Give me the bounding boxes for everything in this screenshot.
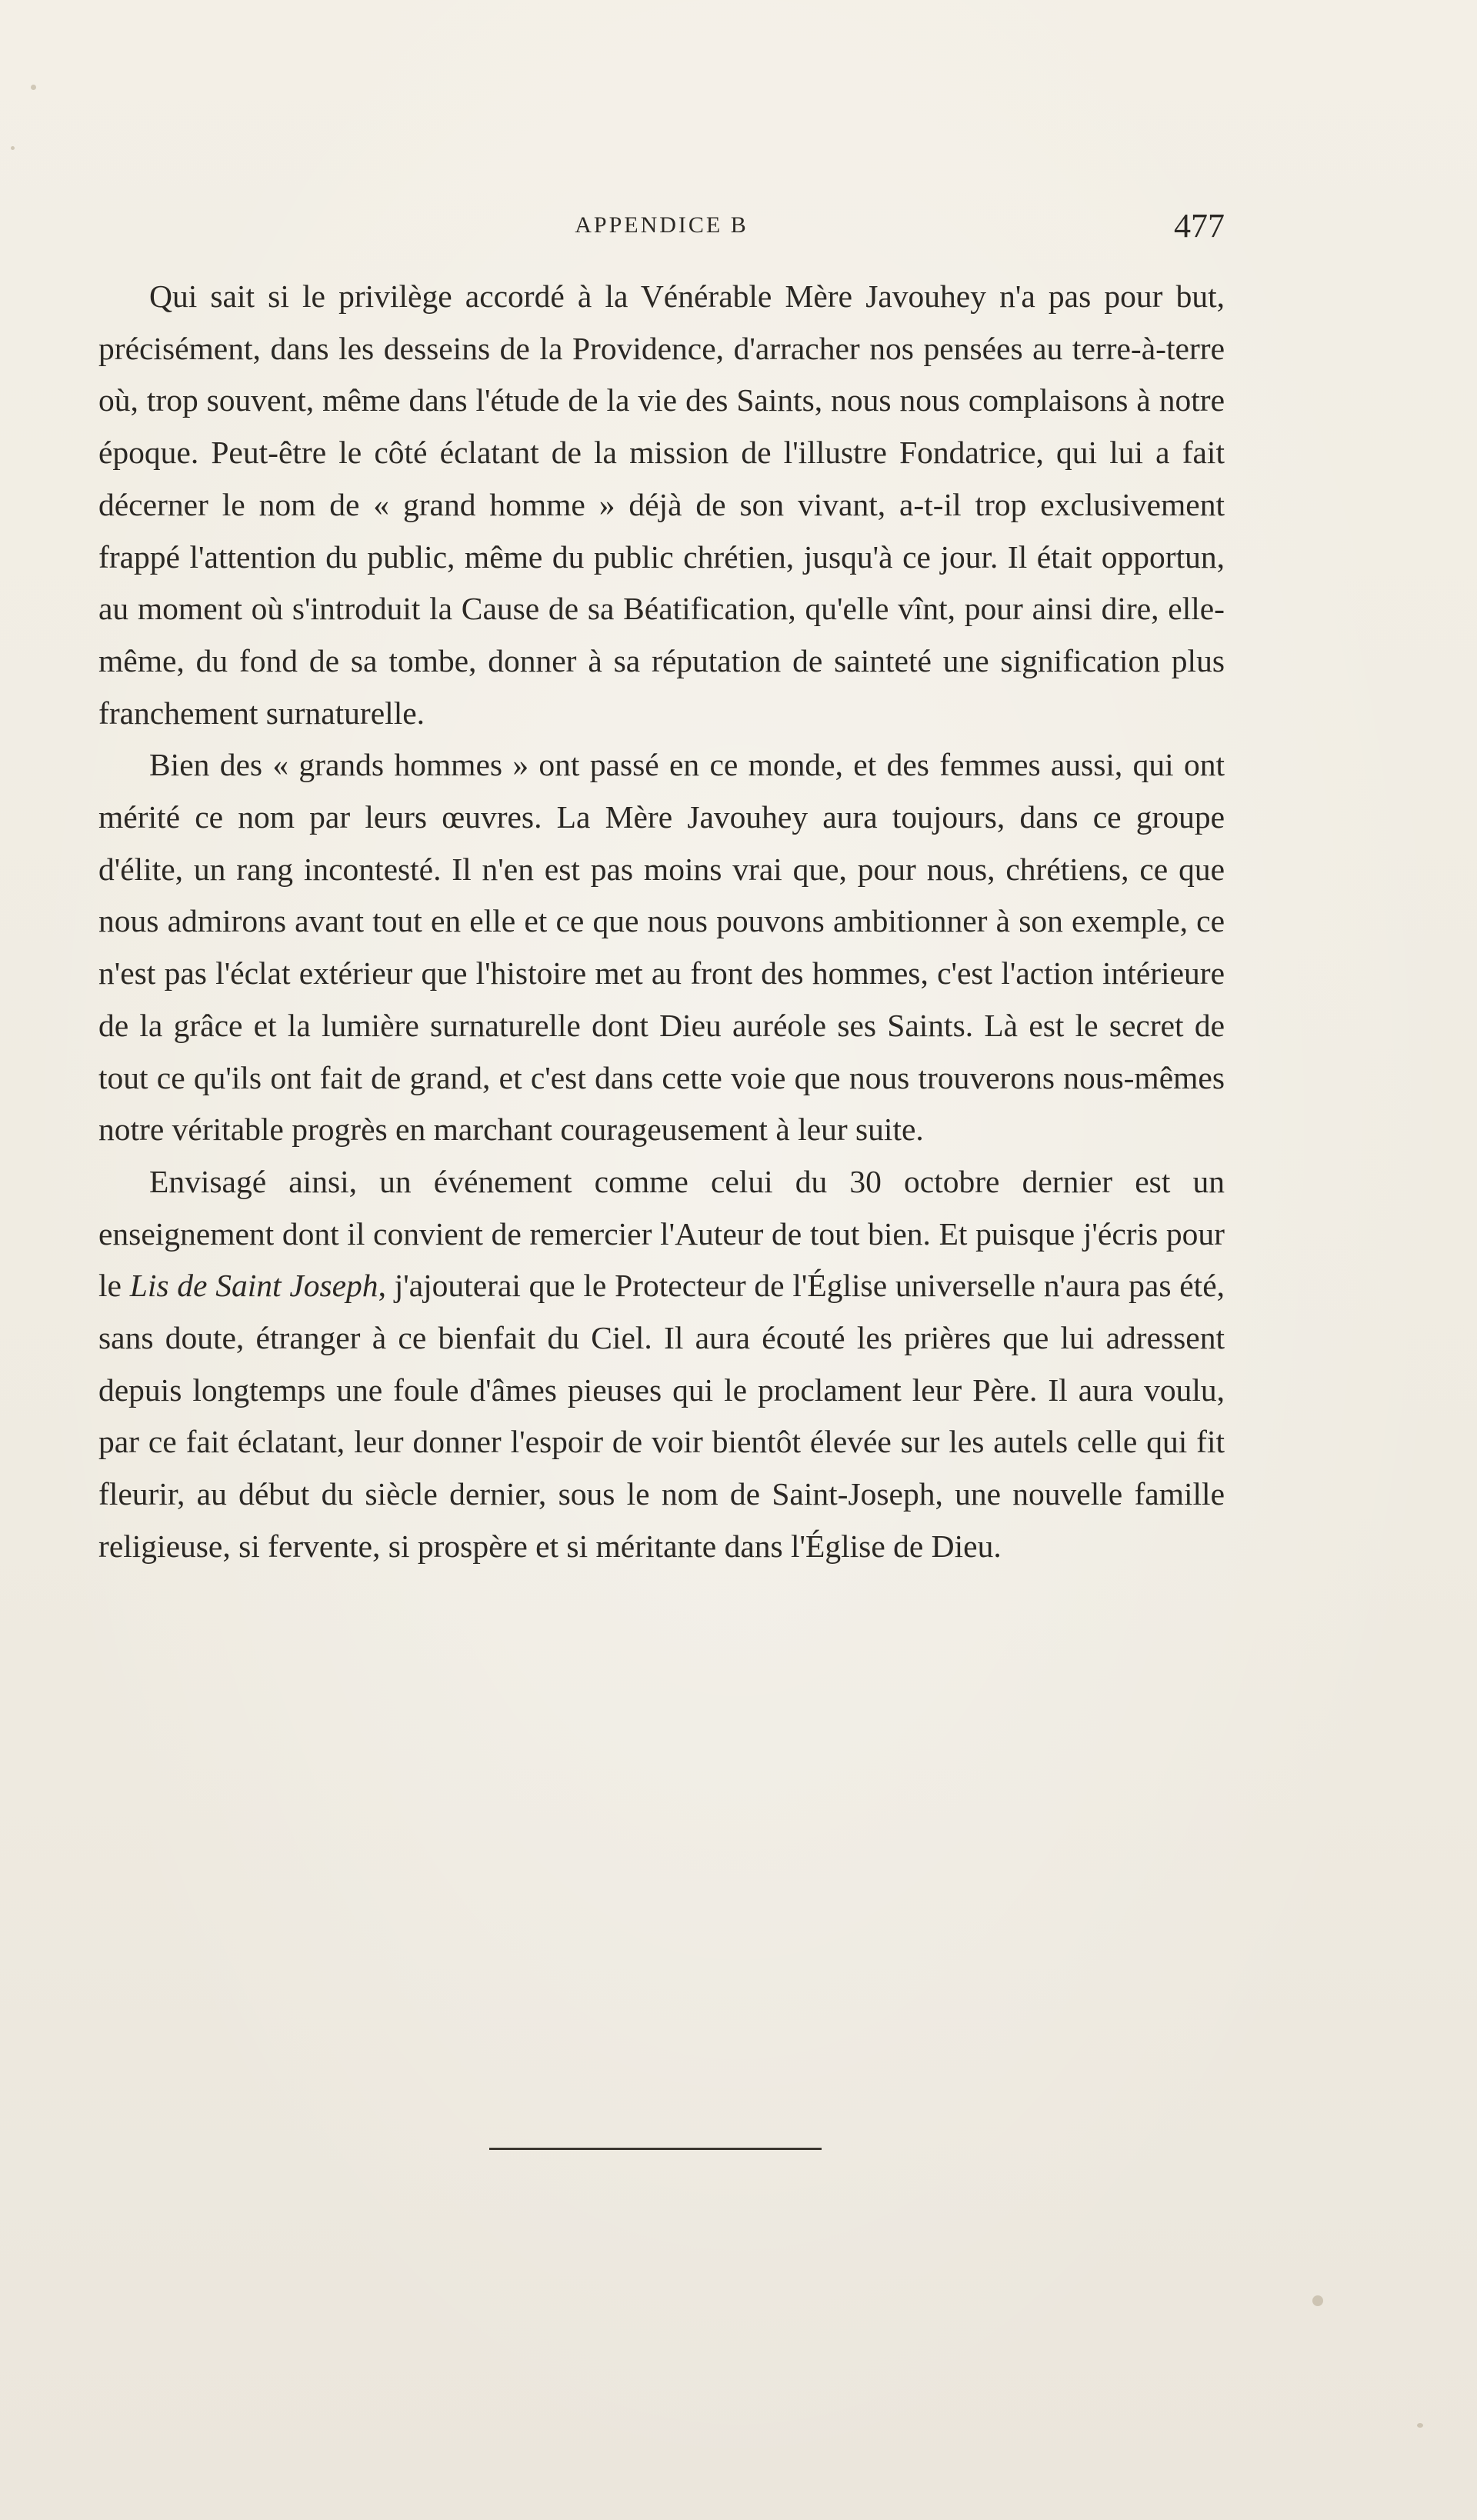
- journal-title: Lis de Saint Joseph: [129, 1268, 378, 1304]
- running-title: APPENDICE B: [575, 212, 749, 238]
- paper-speck: [31, 85, 36, 90]
- paragraph: Qui sait si le privilège accordé à la Vénérable Mère Javouhey n'a pas pour but, précisément, dans les desseins de la Providence, d'arracher nos pensées au terre-à-terre où, trop souvent, même dans l'étude de la vie des Saints, nous nous complaisons à notre époque. Peut-être le côté éclatant de la mission de l'illustre Fondatrice, qui lui a fait décerner le nom de « grand homme » déjà de son vivant, a-t-il trop exclusivement frappé l'attention du public, même du public chrétien, jusqu'à ce jour. Il était opportun, au moment où s'introduit la Cause de sa Béatification, qu'elle vînt, pour ainsi dire, elle-même, du fond de sa tombe, donner à sa réputation de sainteté une signification plus franchement surnaturelle.: [98, 278, 1225, 731]
- paper-speck: [11, 146, 15, 150]
- paragraph-text: , j'ajouterai que le Protecteur de l'Église universelle n'aura pas été, sans doute, étranger à ce bienfait du Ciel. Il aura écouté les prières que lui adressent depuis longtemps une foule d'âmes pieuses qui le proclament leur Père. Il aura voulu, par ce fait éclatant, leur donner l'espoir de voir bientôt élevée sur les autels celle qui fit fleurir, au début du siècle dernier, sous le nom de Saint-Joseph, une nouvelle famille religieuse, si fervente, si prospère et si méritante dans l'Église de Dieu.: [98, 1268, 1225, 1564]
- paper-speck: [1417, 2423, 1423, 2428]
- body-text: [98, 271, 1225, 1573]
- end-rule: [489, 2148, 822, 2150]
- paragraph: [98, 1156, 1225, 1573]
- page-number: 477: [1174, 207, 1225, 245]
- paper-speck: [1312, 2295, 1323, 2306]
- running-head: [98, 206, 1225, 252]
- paragraph: Bien des « grands hommes » ont passé en ce monde, et des femmes aussi, qui ont mérité ce nom par leurs œuvres. La Mère Javouhey aura toujours, dans ce groupe d'élite, un rang incontesté. Il n'en est pas moins vrai que, pour nous, chrétiens, ce que nous admirons avant tout en elle et ce que nous pouvons ambitionner à son exemple, ce n'est pas l'éclat extérieur que l'histoire met au front des hommes, c'est l'action intérieure de la grâce et la lumière surnaturelle dont Dieu auréole ses Saints. Là est le secret de tout ce qu'ils ont fait de grand, et c'est dans cette voie que nous trouverons nous-mêmes notre véritable progrès en marchant courageusement à leur suite.: [98, 747, 1225, 1148]
- paragraph-text: Envisagé ainsi, un événement comme celui du 30 octobre dernier est un enseignement dont il convient de remercier l'Auteur de tout bien. Et puisque j'écris pour le: [98, 1163, 1225, 1304]
